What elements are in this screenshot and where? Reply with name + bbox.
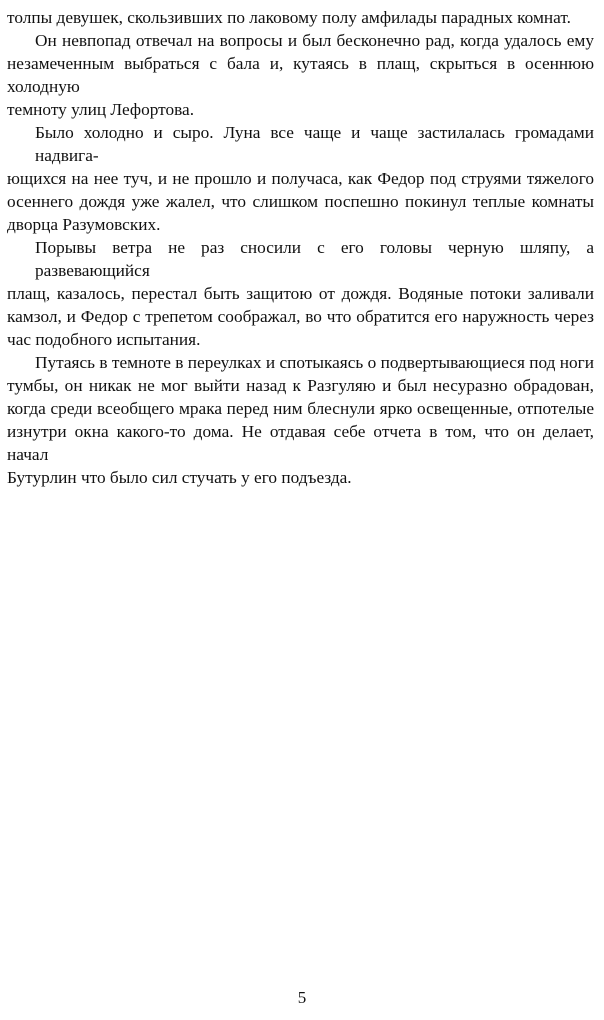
text-line: Он невпопад отвечал на вопросы и был бесконечно рад, когда удалось ему <box>35 31 594 50</box>
page-number: 5 <box>297 988 307 1007</box>
paragraph <box>7 121 594 236</box>
text-line: камзол, и Федор с трепетом соображал, во что обратится его наружность через <box>7 307 594 326</box>
text-line: толпы девушек, скользивших по лаковому полу амфилады парадных комнат. <box>7 8 571 27</box>
text-line: темноту улиц Лефортова. <box>7 100 195 119</box>
text-line: Путаясь в темноте в переулках и спотыкаясь о подвертывающиеся под ноги <box>35 353 594 372</box>
paragraph <box>7 236 594 351</box>
text-line: дворца Разумовских. <box>7 215 161 234</box>
text-line: тумбы, он никак не мог выйти назад к Разгуляю и был несуразно обрадован, <box>7 376 594 395</box>
page-text <box>7 6 594 489</box>
text-line: когда среди всеобщего мрака перед ним блеснули ярко освещенные, отпотелые <box>7 399 594 418</box>
paragraph <box>7 29 594 121</box>
text-line: Бутурлин что было сил стучать у его подъезда. <box>7 468 352 487</box>
text-line: осеннего дождя уже жалел, что слишком поспешно покинул теплые комнаты <box>7 192 594 211</box>
text-line: ющихся на нее туч, и не прошло и получаса, как Федор под струями тяжелого <box>7 169 594 188</box>
text-line: изнутри окна какого-то дома. Не отдавая себе отчета в том, что он делает, начал <box>7 422 594 464</box>
text-line: Было холодно и сыро. Луна все чаще и чаще застилалась громадами надвига- <box>35 123 594 165</box>
paragraph <box>7 351 594 489</box>
text-line: незамеченным выбраться с бала и, кутаясь в плащ, скрыться в осеннюю холодную <box>7 54 594 96</box>
text-line: плащ, казалось, перестал быть защитою от дождя. Водяные потоки заливали <box>7 284 594 303</box>
paragraph <box>7 6 594 29</box>
text-line: час подобного испытания. <box>7 330 201 349</box>
text-line: Порывы ветра не раз сносили с его головы черную шляпу, а развевающийся <box>35 238 594 280</box>
